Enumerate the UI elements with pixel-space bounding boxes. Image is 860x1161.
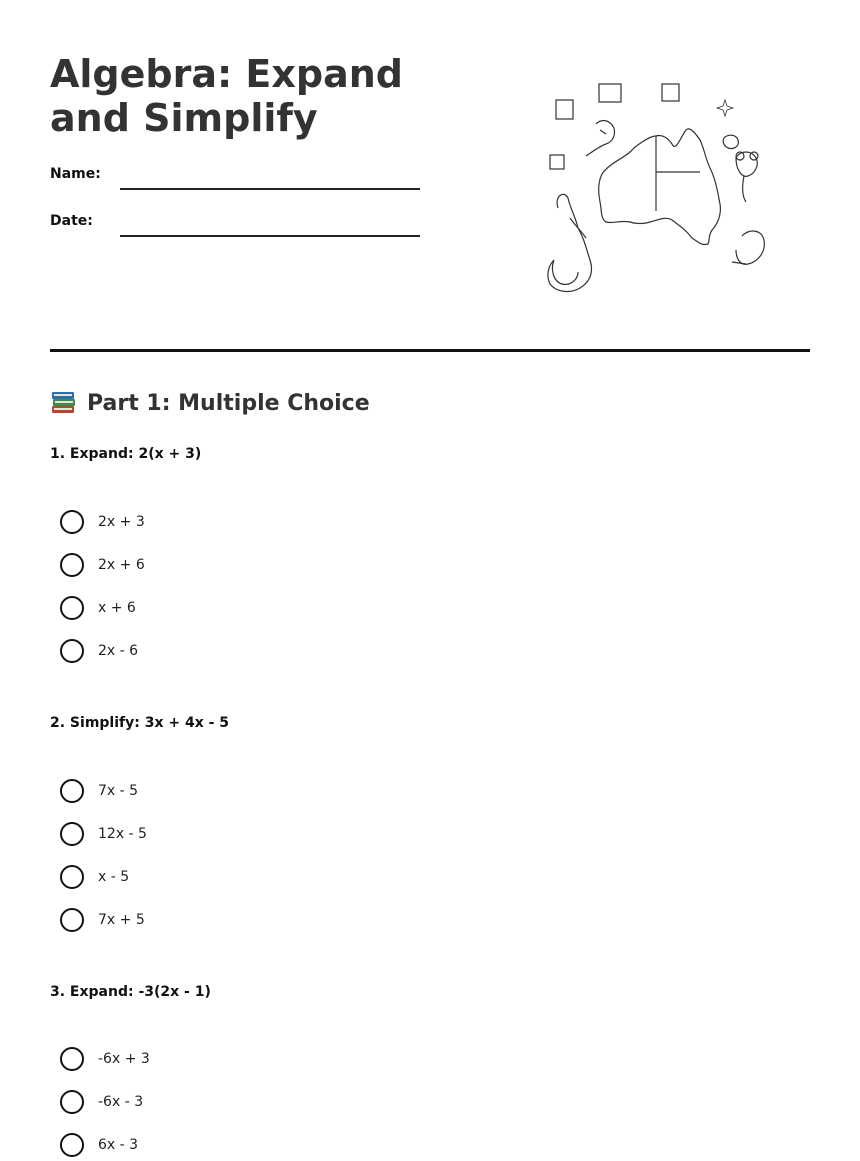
question-2: 2. Simplify: 3x + 4x - 5 bbox=[50, 715, 230, 731]
radio-button[interactable] bbox=[60, 1047, 84, 1071]
radio-button[interactable] bbox=[60, 553, 84, 577]
option-label: -6x - 3 bbox=[98, 1094, 144, 1110]
answer-option[interactable] bbox=[60, 1133, 138, 1157]
option-label: 7x + 5 bbox=[98, 912, 145, 928]
option-label: x + 6 bbox=[98, 600, 136, 616]
question-1: 1. Expand: 2(x + 3) bbox=[50, 446, 202, 462]
option-label: 2x + 6 bbox=[98, 557, 145, 573]
section-heading bbox=[50, 390, 370, 416]
radio-button[interactable] bbox=[60, 639, 84, 663]
books-icon bbox=[50, 390, 78, 416]
section-title: Part 1: Multiple Choice bbox=[87, 390, 370, 416]
answer-option[interactable] bbox=[60, 822, 147, 846]
answer-option[interactable] bbox=[60, 1090, 143, 1114]
page-title: Algebra: Expand and Simplify bbox=[50, 52, 403, 140]
name-label: Name: bbox=[50, 166, 101, 182]
radio-button[interactable] bbox=[60, 908, 84, 932]
answer-option[interactable] bbox=[60, 865, 129, 889]
answer-option[interactable] bbox=[60, 596, 136, 620]
option-label: 2x + 3 bbox=[98, 514, 145, 530]
option-label: 12x - 5 bbox=[98, 826, 147, 842]
section-divider bbox=[50, 349, 810, 352]
date-input-line[interactable] bbox=[120, 235, 420, 237]
question-3: 3. Expand: -3(2x - 1) bbox=[50, 984, 211, 1000]
radio-button[interactable] bbox=[60, 822, 84, 846]
date-field bbox=[50, 213, 420, 229]
radio-button[interactable] bbox=[60, 1090, 84, 1114]
name-field bbox=[50, 166, 420, 182]
date-label: Date: bbox=[50, 213, 93, 229]
answer-option[interactable] bbox=[60, 908, 145, 932]
answer-option[interactable] bbox=[60, 639, 138, 663]
name-input-line[interactable] bbox=[120, 188, 420, 190]
answer-option[interactable] bbox=[60, 779, 138, 803]
option-label: 2x - 6 bbox=[98, 643, 139, 659]
australia-animals-illustration bbox=[540, 78, 780, 303]
answer-option[interactable] bbox=[60, 553, 145, 577]
option-label: 7x - 5 bbox=[98, 783, 139, 799]
radio-button[interactable] bbox=[60, 596, 84, 620]
radio-button[interactable] bbox=[60, 865, 84, 889]
answer-option[interactable] bbox=[60, 1047, 150, 1071]
option-label: x - 5 bbox=[98, 869, 130, 885]
option-label: 6x - 3 bbox=[98, 1137, 139, 1153]
radio-button[interactable] bbox=[60, 510, 84, 534]
radio-button[interactable] bbox=[60, 1133, 84, 1157]
option-label: -6x + 3 bbox=[98, 1051, 150, 1067]
answer-option[interactable] bbox=[60, 510, 145, 534]
radio-button[interactable] bbox=[60, 779, 84, 803]
